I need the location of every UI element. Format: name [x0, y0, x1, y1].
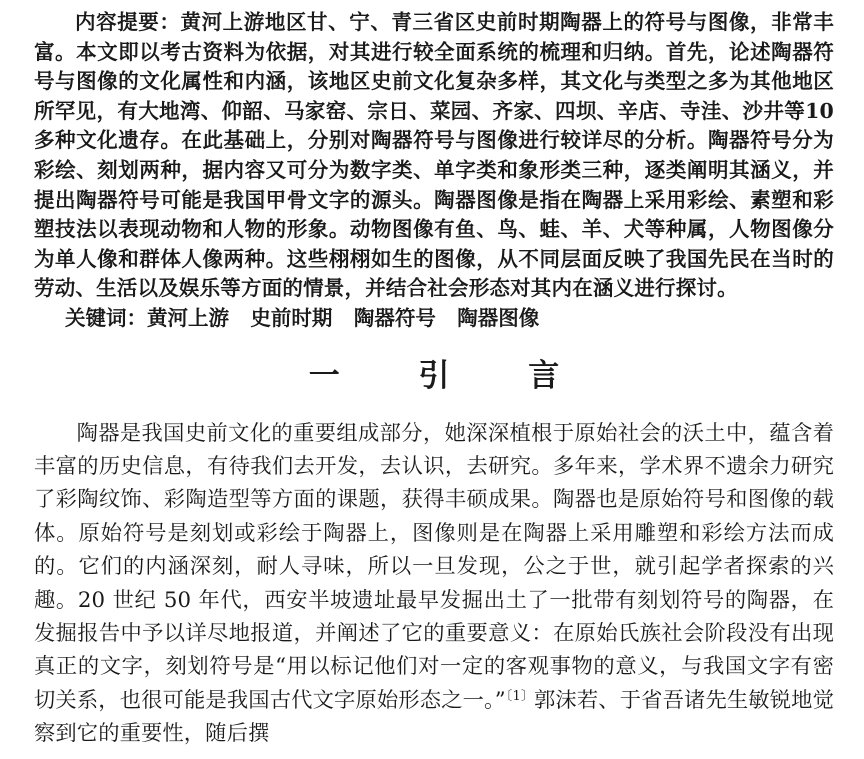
abstract-text: 黄河上游地区甘、宁、青三省区史前时期陶器上的符号与图像，非常丰富。本文即以考古资料为依据，对其进行较全面系统的梳理和归纳。首先，论述陶器符号与图像的文化属性和内涵，该地区史前文化复杂多样，其文化与类型之多为其他地区所罕见，有大地湾、仰韶、马家窑、宗日、菜园、齐家、四坝、辛店、寺洼、沙井等10多种文化遗存。在此基础上，分别对陶器符号与图像进行较详尽的分析。陶器符号分为彩绘、刻划两种，据内容又可分为数字类、单字类和象形类三种，逐类阐明其涵义，并提出陶器符号可能是我国甲骨文字的源头。陶器图像是指在陶器上采用彩绘、素塑和彩塑技法以表现动物和人物的形象。动物图像有鱼、鸟、蛙、羊、犬等种属，人物图像分为单人像和群体人像两种。这些栩栩如生的图像，从不同层面反映了我国先民在当时的劳动、生活以及娱乐等方面的情景，并结合社会形态对其内在涵义进行探讨。	[34, 10, 835, 301]
section-title: 一 引 言	[308, 357, 594, 394]
keyword-item: 陶器符号	[353, 305, 436, 330]
citation-marker: 〔1〕	[505, 688, 534, 704]
paper-page	[34, 8, 834, 751]
keywords-label: 关键词：	[65, 305, 147, 330]
abstract-paragraph	[34, 8, 834, 304]
abstract-label: 内容提要：	[75, 10, 181, 34]
body-text-continued: 郭沫若、于省吾诸先生敏锐地觉察到它的重要性，随后撰	[34, 687, 834, 747]
body-text: 陶器是我国史前文化的重要组成部分，她深深植根于原始社会的沃土中，蕴含着丰富的历史信息，有待我们去开发，去认识，去研究。多年来，学术界不遗余力研究了彩陶纹饰、彩陶造型等方面的课题，获得丰硕成果。陶器也是原始符号和图像的载体。原始符号是刻划或彩绘于陶器上，图像则是在陶器上采用雕塑和彩绘方法而成的。它们的内涵深刻，耐人寻味，所以一旦发现，公之于世，就引起学者探索的兴趣。20 世纪 50 年代，西安半坡遗址最早发掘出土了一批带有刻划符号的陶器，在发掘报告中予以详尽地报道，并阐述了它的重要意义：在原始氏族社会阶段没有出现真正的文字，刻划符号是“用以标记他们对一定的客观事物的意义，与我国文字有密切关系，也很可能是我国古代文字原始形态之一。”	[34, 420, 834, 713]
body-paragraph	[34, 417, 834, 751]
keyword-item: 黄河上游	[147, 305, 229, 330]
keyword-item: 陶器图像	[457, 305, 540, 330]
keywords-line	[34, 304, 834, 334]
keyword-item: 史前时期	[250, 305, 333, 330]
